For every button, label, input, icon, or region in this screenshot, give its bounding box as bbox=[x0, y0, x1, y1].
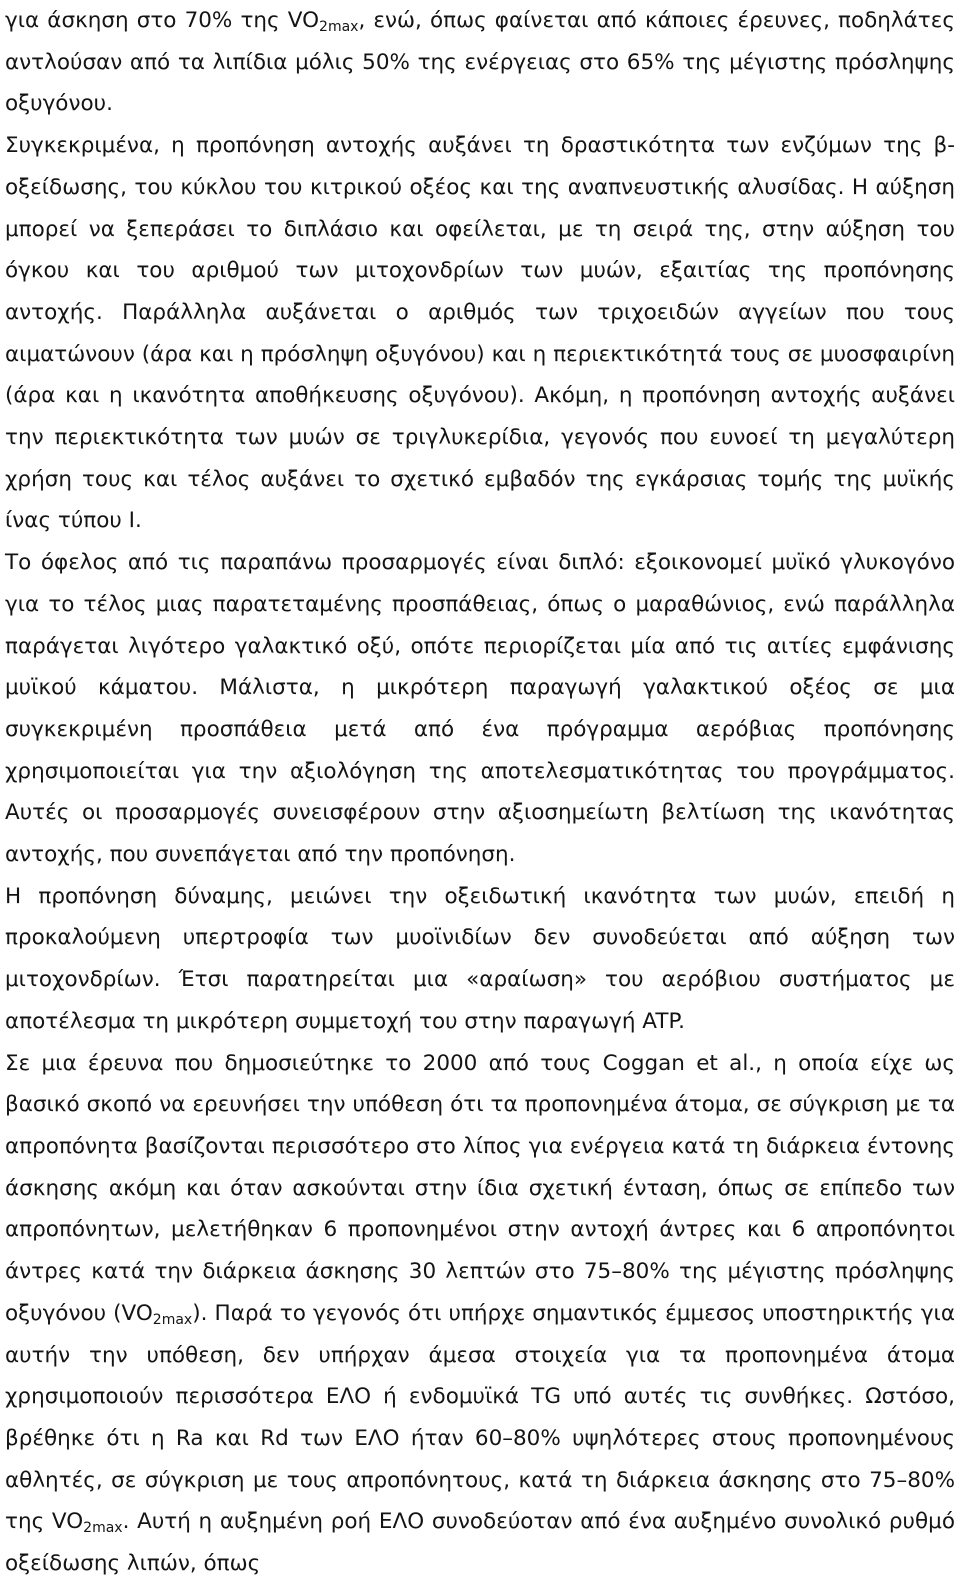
text-run: , ενώ, όπως φαίνεται από κάποιες έρευνες, ποδηλάτες αντλούσαν από τα λιπίδια μόλις 50% της ενέργειας στο 65% της μέγιστης πρόσληψης οξυγόνου. bbox=[5, 8, 955, 117]
paragraph bbox=[5, 0, 955, 125]
subscript: 2max bbox=[83, 1520, 123, 1537]
text-run: Σε μια έρευνα που δημοσιεύτηκε το 2000 από τους Coggan et al., η οποία είχε ως βασικό σκοπό να ερευνήσει την υπόθεση ότι τα προπονημένα άτομα, σε σύγκριση με τα απροπόνητα βασίζονται περισσότερο στο λίπος για ενέργεια κατά τη διάρκεια έντονης άσκησης ακόμη και όταν ασκούνται στην ίδια σχετική ένταση, όπως σε επίπεδο των απροπόνητων, μελετήθηκαν 6 προπονημένοι στην αντοχή άντρες και 6 απροπόνητοι άντρες κατά την διάρκεια άσκησης 30 λεπτών στο 75–80% της μέγιστης πρόσληψης οξυγόνου (VO bbox=[5, 1050, 955, 1326]
text-run: Το όφελος από τις παραπάνω προσαρμογές είναι διπλό: εξοικονομεί μυϊκό γλυκογόνο για το τέλος μιας παρατεταμένης προσπάθειας, όπως ο μαραθώνιος, ενώ παράλληλα παράγεται λιγότερο γαλακτικό οξύ, οπότε περιορίζεται μία από τις αιτίες εμφάνισης μυϊκού κάματου. Μάλιστα, η μικρότερη παραγωγή γαλακτικού οξέος σε μια συγκεκριμένη προσπάθεια μετά από ένα πρόγραμμα αερόβιας προπόνησης χρησιμοποιείται για την αξιολόγηση της αποτελεσματικότητας του προγράμματος. Αυτές οι προσαρμογές συνεισφέρουν στην αξιοσημείωτη βελτίωση της ικανότητας αντοχής, που συνεπάγεται από την προπόνηση. bbox=[5, 550, 955, 868]
paragraph bbox=[5, 1043, 955, 1585]
subscript: 2max bbox=[152, 1311, 193, 1328]
text-run: . Αυτή η αυξημένη ροή ΕΛΟ συνοδεύοταν από ένα αυξημένο συνολικό ρυθμό οξείδωσης λιπών, όπως bbox=[5, 1509, 955, 1577]
document-page bbox=[5, 0, 955, 1585]
paragraph bbox=[5, 876, 955, 1043]
text-run: Συγκεκριμένα, η προπόνηση αντοχής αυξάνει τη δραστικότητα των ενζύμων της β-οξείδωσης, του κύκλου του κιτρικού οξέος και της αναπνευστικής αλυσίδας. Η αύξηση μπορεί να ξεπεράσει το διπλάσιο και οφείλεται, με τη σειρά της, στην αύξηση του όγκου και του αριθμού των μιτοχονδρίων των μυών, εξαιτίας της προπόνησης αντοχής. Παράλληλα αυξάνεται ο αριθμός των τριχοειδών αγγείων που τους αιματώνουν (άρα και η πρόσληψη οξυγόνου) και η περιεκτικότητά τους σε μυοσφαιρίνη (άρα και η ικανότητα αποθήκευσης οξυγόνου). Ακόμη, η προπόνηση αντοχής αυξάνει την περιεκτικότητα των μυών σε τριγλυκερίδια, γεγονός που ευνοεί τη μεγαλύτερη χρήση τους και τέλος αυξάνει το σχετικό εμβαδόν της εγκάρσιας τομής της μυϊκής ίνας τύπου Ι. bbox=[5, 133, 955, 534]
paragraph bbox=[5, 542, 955, 876]
text-run: ). Παρά το γεγονός ότι υπήρχε σημαντικός έμμεσος υποστηρικτής για αυτήν την υπόθεση, δεν υπήρχαν άμεσα στοιχεία για τα προπονημένα άτομα χρησιμοποιούν περισσότερα ΕΛΟ ή ενδομυϊκά TG υπό αυτές τις συνθήκες. Ωστόσο, βρέθηκε ότι η Ra και Rd των ΕΛΟ ήταν 60–80% υψηλότερες στους προπονημένους αθλητές, σε σύγκριση με τους απροπόνητους, κατά τη διάρκεια άσκησης στο 75–80% της VO bbox=[5, 1300, 955, 1535]
text-run: Η προπόνηση δύναμης, μειώνει την οξειδωτική ικανότητα των μυών, επειδή η προκαλούμενη υπερτροφία των μυοϊνιδίων δεν συνοδεύεται από αύξηση των μιτοχονδρίων. Έτσι παρατηρείται μια «αραίωση» του αερόβιου συστήματος με αποτέλεσμα τη μικρότερη συμμετοχή του στην παραγωγή ATP. bbox=[5, 883, 955, 1034]
text-run: για άσκηση στο 70% της VO bbox=[5, 8, 320, 33]
paragraph bbox=[5, 125, 955, 542]
subscript: 2max bbox=[319, 19, 359, 35]
